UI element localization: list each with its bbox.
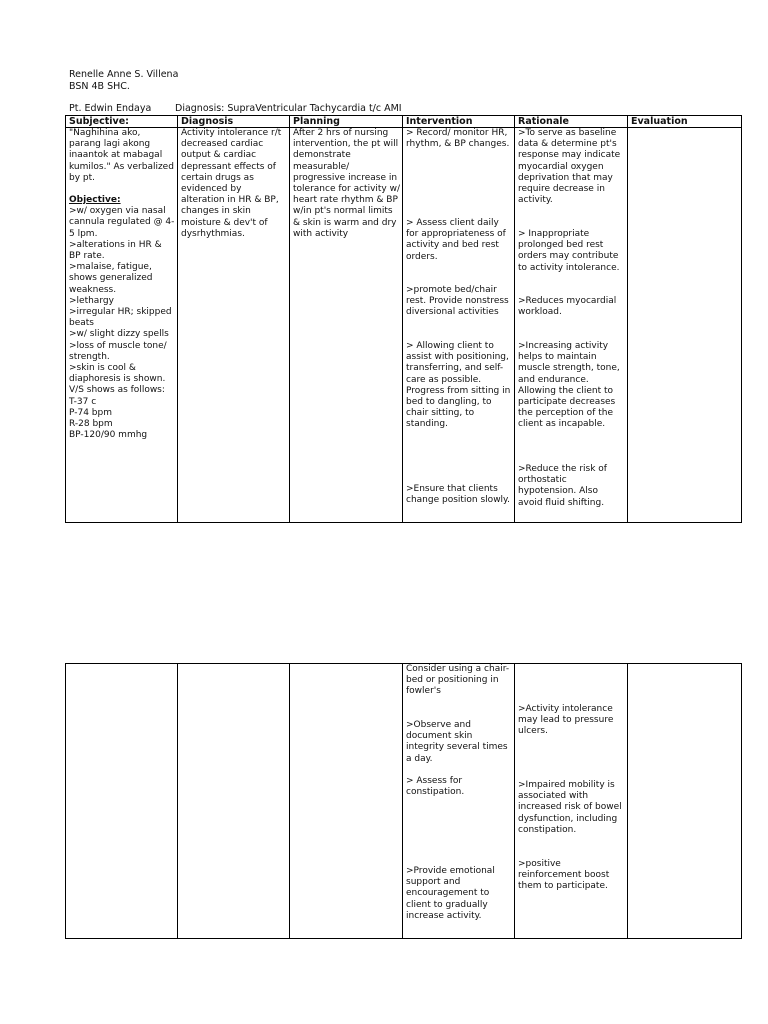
column-header-evaluation: Evaluation xyxy=(628,116,742,128)
column-header-planning: Planning xyxy=(290,116,403,128)
subjective-cell xyxy=(66,128,178,523)
rationale-item: >Impaired mobility is associated with increased risk of bowel dysfunction, including constipation. xyxy=(518,780,622,835)
intervention-item: > Assess for constipation. xyxy=(406,776,465,798)
nursing-care-plan-continuation-table xyxy=(65,663,742,939)
patient-name: Pt. Edwin Endaya xyxy=(69,103,152,114)
column-header-diagnosis: Diagnosis xyxy=(178,116,290,128)
objective-item: >lethargy xyxy=(69,295,114,306)
objective-item: >alterations in HR & BP rate. xyxy=(69,239,162,262)
student-name: Renelle Anne S. Villena xyxy=(69,69,179,80)
rationale-cell xyxy=(515,664,628,939)
rationale-cell xyxy=(515,128,628,523)
evaluation-cell xyxy=(628,128,742,523)
intervention-item: > Assess client daily for appropriateness of activity and bed rest orders. xyxy=(406,218,506,262)
vital-signs-label: V/S shows as follows: xyxy=(69,385,165,396)
diagnosis-cell xyxy=(178,664,290,939)
subjective-cell xyxy=(66,664,178,939)
objective-item: >malaise, fatigue, shows generalized weakness. xyxy=(69,262,153,295)
nursing-care-plan-table xyxy=(65,115,742,523)
student-section: BSN 4B SHC. xyxy=(69,81,130,92)
intervention-item: > Record/ monitor HR, rhythm, & BP changes. xyxy=(406,128,510,150)
planning-cell xyxy=(290,664,403,939)
intervention-item: >Observe and document skin integrity several times a day. xyxy=(406,720,508,764)
vital-sign: T-37 c xyxy=(69,396,97,407)
rationale-item: >To serve as baseline data & determine pt's response may indicate myocardial oxygen deprivation that may require decrease in activity. xyxy=(518,128,621,206)
nursing-diagnosis-text: Activity intolerance r/t decreased cardiac output & cardiac depressant effects of certain drugs as evidenced by alteration in HR & BP, changes in skin moisture & dev't of dysrhythmias. xyxy=(181,128,282,239)
table-row xyxy=(66,128,742,523)
diagnosis-cell xyxy=(178,128,290,523)
evaluation-cell xyxy=(628,664,742,939)
rationale-item: > Inappropriate prolonged bed rest orders may contribute to activity intolerance. xyxy=(518,229,620,273)
column-header-subjective: Subjective: xyxy=(66,116,178,128)
column-header-intervention: Intervention xyxy=(403,116,515,128)
intervention-item: >promote bed/chair rest. Provide nonstress diversional activities xyxy=(406,285,509,318)
intervention-item: >Ensure that clients change position slowly. xyxy=(406,484,510,506)
objective-item: >skin is cool & diaphoresis is shown. xyxy=(69,363,166,385)
planning-text: After 2 hrs of nursing intervention, the pt will demonstrate measurable/ progressive increase in tolerance for activity w/ heart rate rhythm & BP w/in pt's normal limits & skin is warm and dry with activity xyxy=(293,128,401,239)
medical-diagnosis: Diagnosis: SupraVentricular Tachycardia t/c AMI xyxy=(175,103,402,114)
subjective-quote: "Naghihina ako, parang lagi akong inaantok at mabagal kumilos." As verbalized by pt. xyxy=(69,128,174,183)
objective-item: >irregular HR; skipped beats xyxy=(69,307,172,329)
intervention-item: >Provide emotional support and encouragement to client to gradually increase activity. xyxy=(406,866,495,921)
intervention-cell xyxy=(403,128,515,523)
intervention-cell xyxy=(403,664,515,939)
rationale-item: >Increasing activity helps to maintain muscle strength, tone, and endurance. Allowing the client to participate decreases the perception of the client as incapable. xyxy=(518,341,620,430)
intervention-item: > Allowing client to assist with positioning, transferring, and self-care as possible. Progress from sitting in bed to dangling, to chair sitting, to standing. xyxy=(406,341,511,430)
intervention-item: Consider using a chair-bed or positioning in fowler's xyxy=(406,664,510,697)
objective-item: >w/ oxygen via nasal cannula regulated @ 4-5 lpm. xyxy=(69,206,175,239)
vital-sign: R-28 bpm xyxy=(69,419,113,430)
table-header-row xyxy=(66,116,742,128)
rationale-item: >Activity intolerance may lead to pressure ulcers. xyxy=(518,704,614,737)
objective-item: >loss of muscle tone/ strength. xyxy=(69,340,167,362)
vital-sign: P-74 bpm xyxy=(69,407,112,418)
rationale-item: >Reduces myocardial workload. xyxy=(518,296,617,318)
column-header-rationale: Rationale xyxy=(515,116,628,128)
table-row xyxy=(66,664,742,939)
objective-item: >w/ slight dizzy spells xyxy=(69,329,169,340)
rationale-item: >Reduce the risk of orthostatic hypotension. Also avoid fluid shifting. xyxy=(518,464,607,508)
rationale-item: >positive reinforcement boost them to participate. xyxy=(518,859,610,892)
vital-sign: BP-120/90 mmhg xyxy=(69,430,148,441)
planning-cell xyxy=(290,128,403,523)
objective-heading: Objective: xyxy=(69,195,121,206)
